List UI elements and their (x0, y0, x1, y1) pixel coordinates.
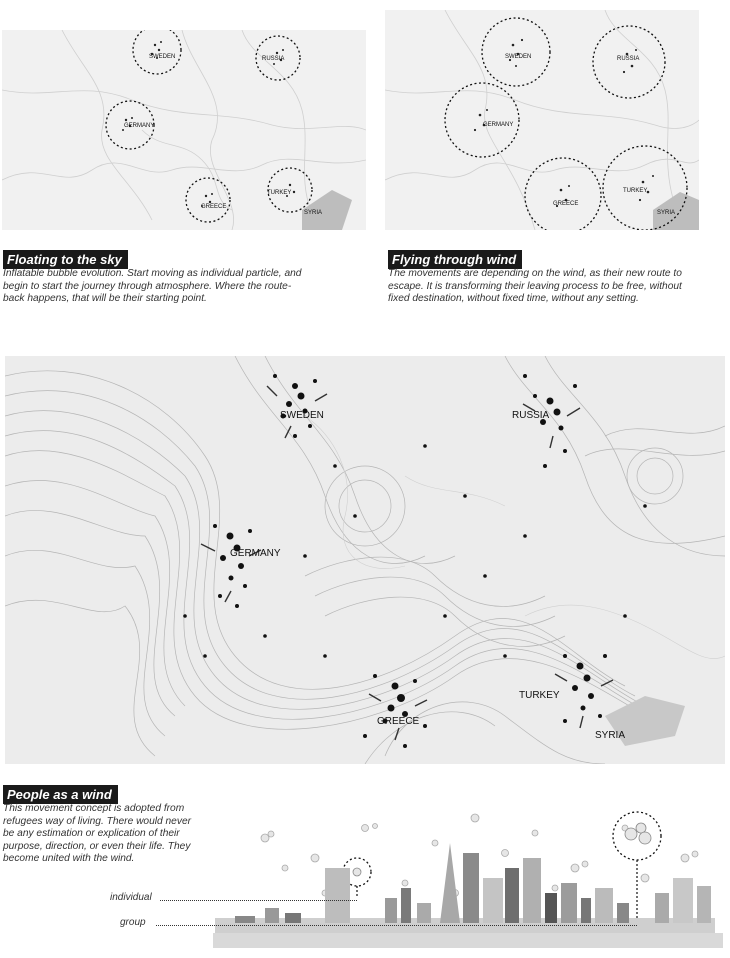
europe-map-small-left (2, 30, 366, 230)
leader-group (156, 925, 637, 926)
label-russia: RUSSIA (262, 56, 285, 62)
buildings (213, 843, 723, 948)
label-turkey: TURKEY (623, 188, 648, 194)
europe-map-small-right (385, 10, 699, 230)
label-sweden: SWEDEN (505, 54, 532, 60)
wind-label-syria: SYRIA (595, 730, 626, 741)
leader-individual (160, 900, 357, 901)
label-russia: RUSSIA (617, 56, 640, 62)
label-germany: GERMANY (124, 123, 155, 129)
label-greece: GREECE (201, 204, 227, 210)
label-turkey: TURKEY (267, 190, 292, 196)
heading-floating: Floating to the sky (3, 250, 128, 269)
wind-label-greece: GREECE (377, 716, 420, 727)
bubble-greece (525, 158, 601, 230)
wind-map (5, 356, 725, 764)
wind-label-sweden: SWEDEN (280, 410, 324, 421)
label-syria: SYRIA (304, 210, 323, 216)
skyline-illustration (205, 798, 725, 958)
wind-label-russia: RUSSIA (512, 410, 550, 421)
text-people: This movement concept is adopted from refugees way of living. There would never be any estimation or explication of their purpose, direction, or even their life. They become united with the wind. (3, 803, 192, 865)
map-flying (385, 10, 699, 230)
bubble-russia (593, 26, 665, 98)
bubble-sweden (482, 18, 550, 86)
heading-flying: Flying through wind (388, 250, 522, 269)
text-flying: The movements are depending on the wind, as their new route to escape. It is transforming their leaving process to be free, without fixed destination, without fixed time, without any setting. (388, 268, 682, 305)
text-floating: Inflatable bubble evolution. Start moving as individual particle, and begin to start the journey through atmosphere. Where the route-back happens, that will be their starting point. (3, 268, 302, 305)
label-greece: GREECE (553, 201, 579, 207)
wind-streamlines (5, 356, 725, 764)
wind-label-germany: GERMANY (230, 548, 281, 559)
wind-label-turkey: TURKEY (519, 690, 560, 701)
refugee-particles (183, 374, 647, 748)
label-individual: individual (110, 892, 152, 903)
label-germany: GERMANY (483, 122, 514, 128)
bubble-sweden (133, 30, 181, 74)
bubble-greece (186, 178, 230, 222)
map-floating (2, 30, 366, 230)
label-syria: SYRIA (657, 210, 676, 216)
heading-people: People as a wind (3, 785, 118, 804)
bubble-germany (445, 83, 519, 157)
label-group: group (120, 917, 146, 928)
label-sweden: SWEDEN (149, 54, 176, 60)
